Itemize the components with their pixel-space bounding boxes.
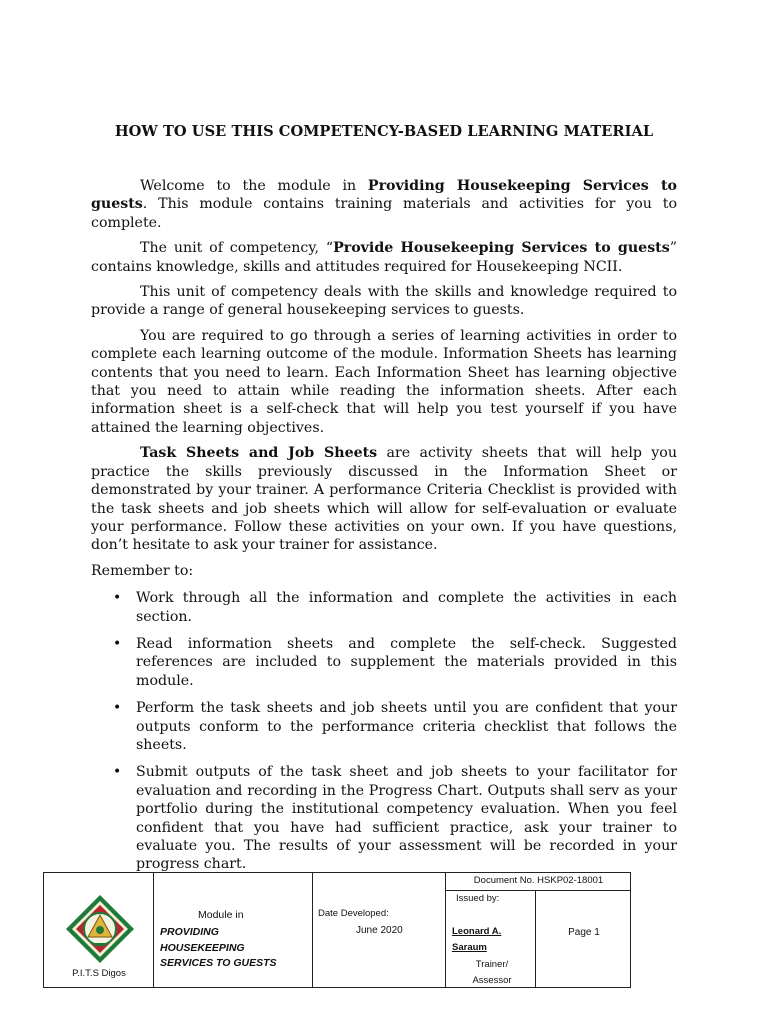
bullet-icon: •: [113, 635, 122, 652]
date-developed-label: Date Developed:: [318, 908, 389, 919]
paragraph-scope: This unit of competency deals with the skills and knowledge required to provide a range of general housekeeping services to guests.: [91, 284, 677, 319]
list-item: [91, 635, 677, 690]
document-body: [91, 177, 677, 883]
remember-list: [91, 589, 677, 874]
paragraph-activities: You are required to go through a series of learning activities in order to complete each learning outcome of the module. Information Sheets has learning contents that you need to learn. Each Information Sheet has learning objective that you need to attain while reading the information sheets. After each information sheet is a self-check that will help you test yourself if you have attained the learning objectives.: [91, 327, 677, 436]
module-title-line: SERVICES TO GUESTS: [160, 957, 277, 969]
bullet-icon: •: [113, 764, 122, 781]
issuer-role: [452, 957, 532, 989]
issuer-name: [452, 924, 501, 956]
school-seal-icon: [64, 893, 136, 965]
text: ” contains knowledge, skills and attitudes required for Housekeeping NCII.: [91, 240, 677, 275]
module-title-line: PROVIDING: [160, 926, 219, 938]
paragraph-welcome: [91, 177, 677, 232]
text: The unit of competency, “: [140, 240, 334, 257]
issued-by-label: Issued by:: [456, 893, 500, 904]
issuer-role-line: Assessor: [472, 975, 512, 986]
task-sheets-bold: Task Sheets and Job Sheets: [140, 445, 378, 462]
list-item-text: Read information sheets and complete the self-check. Suggested references are included to supplement the materials provided in this module.: [136, 635, 677, 689]
remember-label: Remember to:: [91, 562, 194, 579]
org-name: P.I.T.S Digos: [72, 968, 126, 979]
module-title-line: HOUSEKEEPING: [160, 941, 245, 954]
list-item-text: Submit outputs of the task sheet and job sheets to your facilitator for evaluation and recording in the Progress Chart. Outputs shall serv as your portfolio during the institutional competency evaluation. When you feel confident that you have had sufficient practice, ask your trainer to evaluate you. The results of your assessment will be recorded in your progress chart.: [136, 764, 677, 873]
bullet-icon: •: [113, 700, 122, 717]
issuer-name-line: Leonard A.: [452, 926, 502, 937]
date-developed-value: June 2020: [356, 925, 403, 936]
module-title: [160, 925, 310, 972]
paragraph-unit: [91, 239, 677, 276]
divider: [535, 890, 536, 987]
unit-name-bold: Provide Housekeeping Services to guests: [333, 240, 670, 257]
divider: [445, 890, 630, 891]
module-name-bold: Providing Housekeeping Services to guests: [91, 178, 677, 213]
list-item: [91, 763, 677, 873]
divider: [312, 873, 313, 987]
text: . This module contains training materials and activities for you to complete.: [91, 196, 677, 231]
list-item-text: Perform the task sheets and job sheets until you are confident that your outputs conform to the performance criteria checklist that follows the sheets.: [136, 700, 677, 753]
issuer-role-line: Trainer/: [475, 959, 509, 970]
page-number: Page 1: [568, 927, 600, 938]
module-label: Module in: [198, 909, 244, 921]
document-footer-table: [43, 872, 631, 988]
list-item: [91, 589, 677, 626]
bullet-icon: •: [113, 590, 122, 607]
document-number: Document No. HSKP02-18001: [473, 875, 604, 886]
issuer-name-line: Saraum: [452, 942, 487, 953]
page-title: HOW TO USE THIS COMPETENCY-BASED LEARNING MATERIAL: [114, 123, 654, 140]
text: Welcome to the module in: [140, 178, 368, 194]
paragraph-task-sheets: [91, 444, 677, 554]
list-item: [91, 699, 677, 754]
text: are activity sheets that will help you practice the skills previously discussed in the Information Sheet or demonstrated by your trainer. A performance Criteria Checklist is provided with the task sheets and job sheets which will allow for self-evaluation or evaluate your performance. Follow these activities on your own. If you have questions, don’t hesitate to ask your trainer for assistance.: [91, 445, 677, 554]
list-item-text: Work through all the information and complete the activities in each section.: [136, 590, 677, 625]
